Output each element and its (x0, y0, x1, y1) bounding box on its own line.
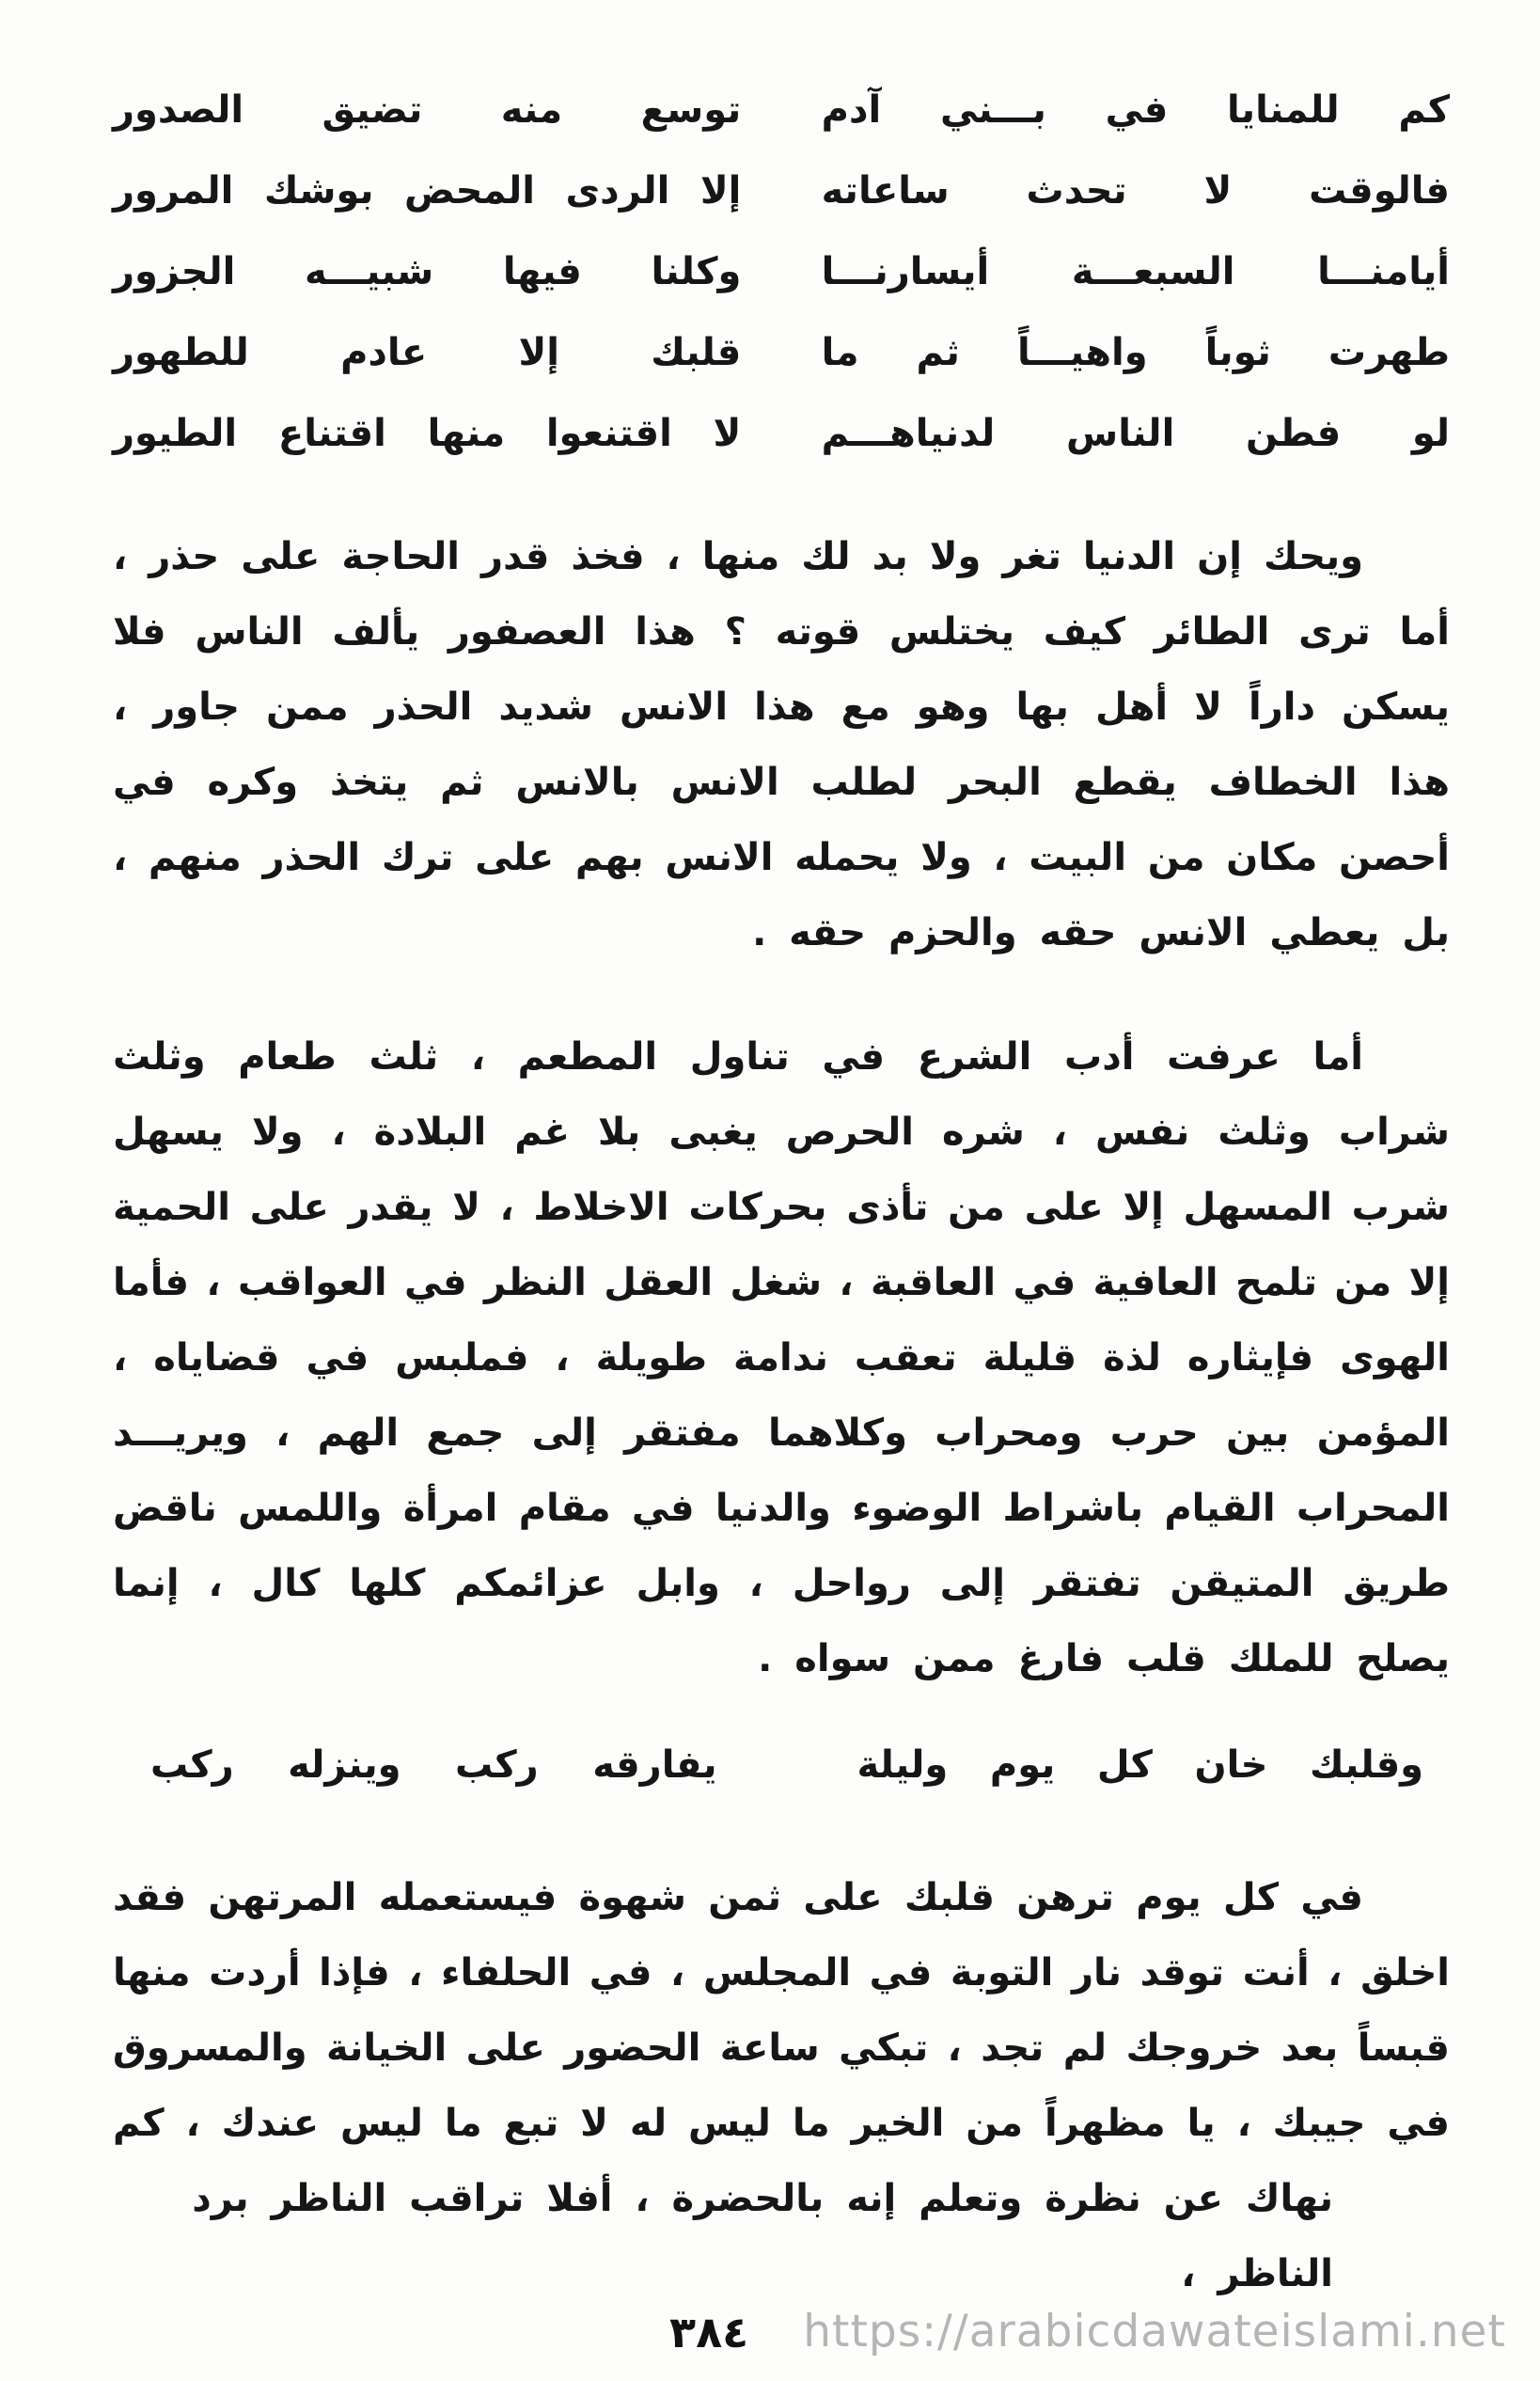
verse-row (113, 393, 1450, 474)
poem-middle (113, 1725, 1450, 1805)
text-block (113, 70, 1450, 2311)
text-line: في كل يوم ترهن قلبك على ثمن شهوة فيستعمله المرتهن فقد (113, 1876, 1363, 1919)
hemistich-second: إلا الردى المحض بوشك المرور (113, 169, 742, 213)
watermark-url: https://arabicdawateislami.net (803, 2306, 1506, 2357)
paragraph-3 (113, 1860, 1450, 2311)
text-line: نهاك عن نظرة وتعلم إنه بالحضرة ، أفلا تراقب الناظر برد الناظر ، (192, 2177, 1333, 2295)
text-line: شرب المسهل إلا على من تأذى بحركات الاخلاط ، لا يقدر على الحمية (113, 1186, 1450, 1229)
text-line: المحراب القيام باشراط الوضوء والدنيا في مقام امرأة واللمس ناقض (113, 1487, 1450, 1530)
hemistich-second: يفارقه ركب وينزله ركب (150, 1743, 717, 1787)
text-line: طريق المتيقن تفتقر إلى رواحل ، وابل عزائمكم كلها كال ، إنما (113, 1562, 1450, 1605)
text-line: شراب وثلث نفس ، شره الحرص يغبى بلا غم البلادة ، ولا يسهل (113, 1111, 1450, 1154)
text-line: أما عرفت أدب الشرع في تناول المطعم ، ثلث طعام وثلث (113, 1035, 1363, 1079)
text-line: اخلق ، أنت توقد نار التوبة في المجلس ، في الحلفاء ، فإذا أردت منها (113, 1951, 1450, 1995)
text-line: يسكن داراً لا أهل بها وهو مع هذا الانس شديد الحذر ممن جاور ، (113, 686, 1450, 729)
verse-row (113, 231, 1450, 312)
verse-row (113, 70, 1450, 150)
verse-row (113, 1725, 1450, 1805)
hemistich-first: لو فطن الناس لدنياهـــم (821, 412, 1450, 455)
text-line: المؤمن بين حرب ومحراب وكلاهما مفتقر إلى جمع الهم ، ويريـــد (113, 1411, 1450, 1455)
text-line: يصلح للملك قلب فارغ ممن سواه . (758, 1637, 1450, 1680)
hemistich-first: وقلبك خان كل يوم وليلة (856, 1743, 1423, 1787)
hemistich-second: وكلنا فيها شبيـــه الجزور (113, 250, 742, 293)
verse-row (113, 312, 1450, 393)
text-line: بل يعطي الانس حقه والحزم حقه . (752, 911, 1450, 954)
text-line: هذا الخطاف يقطع البحر لطلب الانس بالانس ثم يتخذ وكره في (113, 761, 1450, 804)
text-line: أما ترى الطائر كيف يختلس قوته ؟ هذا العصفور يألف الناس فلا (113, 610, 1450, 654)
hemistich-second: لا اقتنعوا منها اقتناع الطيور (113, 412, 742, 455)
text-line: ويحك إن الدنيا تغر ولا بد لك منها ، فخذ قدر الحاجة على حذر ، (113, 535, 1363, 578)
text-line: قبساً بعد خروجك لم تجد ، تبكي ساعة الحضور على الخيانة والمسروق (113, 2026, 1450, 2070)
poem-top (113, 70, 1450, 474)
paragraph-1 (113, 519, 1450, 970)
text-line: أحصن مكان من البيت ، ولا يحمله الانس بهم على ترك الحذر منهم ، (113, 836, 1450, 879)
hemistich-first: كم للمنايا في بـــني آدم (821, 88, 1450, 132)
hemistich-second: قلبك إلا عادم للطهور (113, 331, 742, 374)
text-line: في جيبك ، يا مظهراً من الخير ما ليس له لا تبع ما ليس عندك ، كم (113, 2102, 1450, 2145)
text-line: الهوى فإيثاره لذة قليلة تعقب ندامة طويلة ، فملبس في قضاياه ، (113, 1336, 1450, 1380)
text-line: إلا من تلمح العافية في العاقبة ، شغل العقل النظر في العواقب ، فأما (113, 1261, 1450, 1304)
page-footer (669, 2306, 1506, 2357)
hemistich-second: توسع منه تضيق الصدور (113, 88, 742, 132)
paragraph-2 (113, 1019, 1450, 1696)
verse-row (113, 150, 1450, 231)
hemistich-first: أيامنـــا السبعـــة أيسارنـــا (821, 250, 1450, 293)
hemistich-first: فالوقت لا تحدث ساعاته (821, 169, 1450, 213)
page-number: ٣٨٤ (669, 2306, 749, 2357)
hemistich-first: طهرت ثوباً واهيـــاً ثم ما (821, 331, 1450, 374)
